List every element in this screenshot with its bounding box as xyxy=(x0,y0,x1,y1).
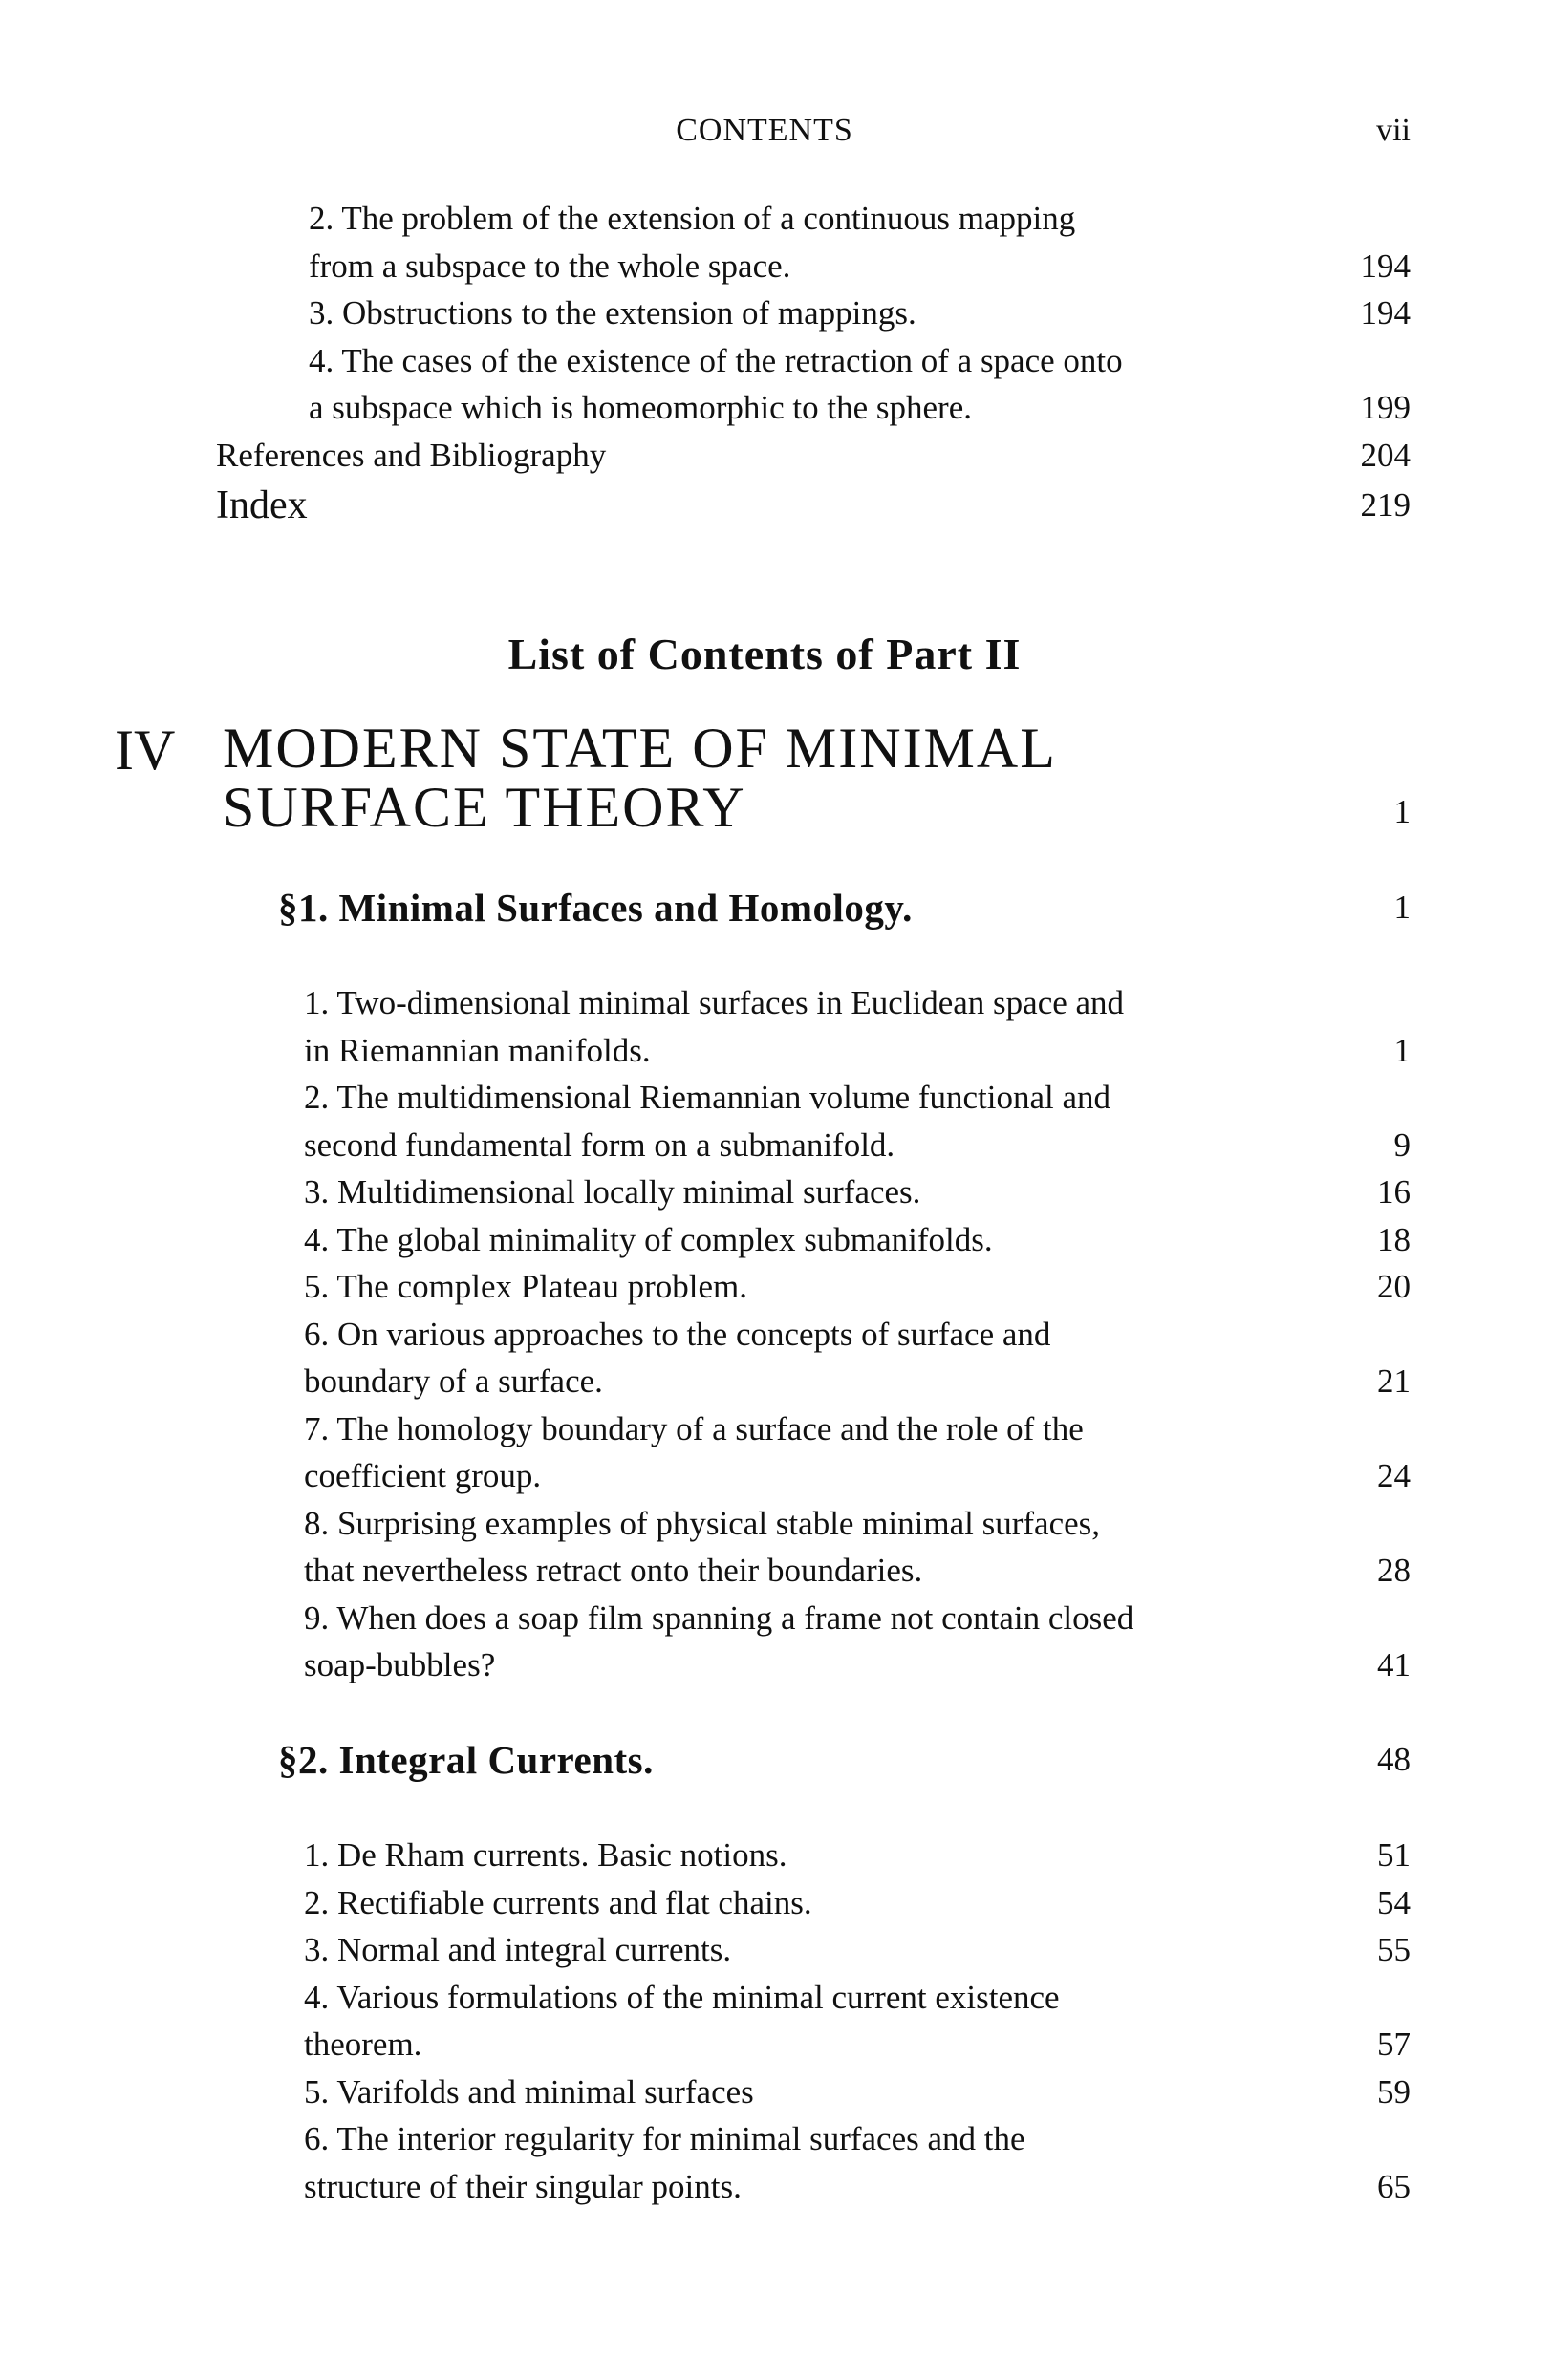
toc-entry-line: 1. Two-dimensional minimal surfaces in Euclidean space and xyxy=(304,984,1125,1021)
toc-entry-page: 54 xyxy=(1377,1883,1411,1921)
toc-entry-line: 2. Rectifiable currents and flat chains. xyxy=(304,1883,812,1921)
toc-entry-page: 28 xyxy=(1377,1552,1411,1589)
running-title: CONTENTS xyxy=(676,113,853,148)
toc-entry-line: in Riemannian manifolds. xyxy=(304,1031,651,1069)
toc-entry-page: 57 xyxy=(1377,2026,1411,2063)
toc-entry-line: coefficient group. xyxy=(304,1457,542,1494)
toc-entry-page: 20 xyxy=(1377,1268,1411,1305)
toc-entry-page: 194 xyxy=(1360,294,1411,332)
index-label: Index xyxy=(216,483,308,527)
toc-entry-page: 9 xyxy=(1393,1126,1411,1164)
toc-entry-page: 59 xyxy=(1377,2072,1411,2111)
toc-entry-page: 21 xyxy=(1377,1362,1411,1400)
toc-entry-page: 194 xyxy=(1360,247,1411,285)
toc-entry-page: 16 xyxy=(1377,1173,1411,1211)
toc-entry-line: that nevertheless retract onto their boundaries. xyxy=(304,1552,923,1589)
running-page-number: vii xyxy=(1376,113,1411,148)
toc-entry-page: 65 xyxy=(1377,2167,1411,2205)
toc-entry-line: 6. The interior regularity for minimal surfaces and the xyxy=(304,2120,1025,2157)
references-label: References and Bibliography xyxy=(216,437,607,474)
chapter-page: 1 xyxy=(1393,793,1411,830)
chapter-title-line-1: MODERN STATE OF MINIMAL xyxy=(223,717,1057,780)
toc-entry-line: 7. The homology boundary of a surface and the role of the xyxy=(304,1409,1084,1447)
toc-entry-line: 2. The multidimensional Riemannian volume functional and xyxy=(304,1079,1111,1116)
toc-entry-page: 24 xyxy=(1377,1457,1411,1494)
toc-entry-line: structure of their singular points. xyxy=(304,2167,742,2205)
toc-entry-line: soap-bubbles? xyxy=(304,1646,496,1683)
section-page: 48 xyxy=(1377,1741,1411,1778)
toc-entry-line: 2. The problem of the extension of a continuous mapping xyxy=(309,200,1076,237)
references-page: 204 xyxy=(1360,437,1411,474)
toc-entry-line: 5. Varifolds and minimal surfaces xyxy=(304,2072,754,2111)
toc-entry-page: 41 xyxy=(1377,1646,1411,1683)
chapter-number: IV xyxy=(115,718,176,782)
toc-entry-line: second fundamental form on a submanifold. xyxy=(304,1126,895,1164)
toc-entry-page: 51 xyxy=(1377,1836,1411,1874)
running-head xyxy=(0,113,1552,161)
part-title: List of Contents of Part II xyxy=(507,630,1022,678)
toc-entry-line: 3. Multidimensional locally minimal surfaces. xyxy=(304,1173,921,1211)
toc-entry-line: from a subspace to the whole space. xyxy=(309,247,791,285)
toc-entry-line: 5. The complex Plateau problem. xyxy=(304,1268,747,1305)
toc-entry-line: 3. Obstructions to the extension of mappings. xyxy=(309,294,916,332)
toc-entry-line: 4. The global minimality of complex submanifolds. xyxy=(304,1220,993,1258)
toc-entry-page: 18 xyxy=(1377,1220,1411,1258)
toc-entry-line: 8. Surprising examples of physical stable minimal surfaces, xyxy=(304,1504,1101,1542)
toc-entry-line: 1. De Rham currents. Basic notions. xyxy=(304,1836,787,1874)
chapter-title xyxy=(223,718,1274,837)
toc-entry-line: 4. The cases of the existence of the retraction of a space onto xyxy=(309,341,1123,379)
toc-entry-line: boundary of a surface. xyxy=(304,1362,603,1400)
chapter-title-line-2: SURFACE THEORY xyxy=(223,776,746,839)
toc-entry-line: theorem. xyxy=(304,2026,422,2063)
section-heading: §2. Integral Currents. xyxy=(278,1738,654,1782)
section-heading: §1. Minimal Surfaces and Homology. xyxy=(278,886,913,930)
toc-entry-line: 6. On various approaches to the concepts of surface and xyxy=(304,1315,1051,1353)
index-page: 219 xyxy=(1360,486,1411,524)
toc-entry-line: 4. Various formulations of the minimal current existence xyxy=(304,1978,1060,2016)
toc-entry-page: 55 xyxy=(1377,1931,1411,1968)
toc-entry-line: a subspace which is homeomorphic to the sphere. xyxy=(309,389,972,426)
toc-entry-line: 9. When does a soap film spanning a frame not contain closed xyxy=(304,1598,1134,1637)
toc-entry-page: 199 xyxy=(1360,389,1411,426)
section-page: 1 xyxy=(1393,889,1411,926)
toc-entry-page: 1 xyxy=(1393,1031,1411,1069)
toc-entry-line: 3. Normal and integral currents. xyxy=(304,1931,732,1968)
